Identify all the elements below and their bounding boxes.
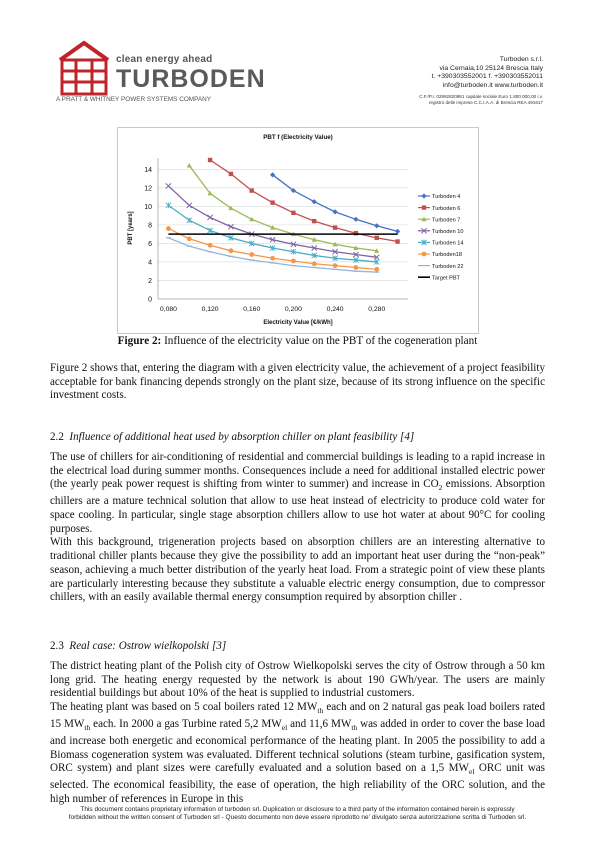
data-point-turboden18	[354, 265, 359, 270]
company-street: via Cernaia,10 25124 Brescia Italy	[439, 64, 543, 72]
data-point-turboden18	[374, 267, 379, 272]
data-point-turboden18	[187, 236, 192, 241]
footer-line-1: This document contains proprietary information of turboden srl. Duplication or disclosure to a third party of the information contained herein is expressly	[80, 806, 515, 813]
y-tick-label: 8	[148, 222, 152, 230]
data-point-turboden-4	[353, 217, 358, 222]
reg-line-rea: registro delle imprese C.C.I.A.A. di Brescia REA 491617	[428, 100, 543, 105]
data-point-turboden-6	[333, 225, 337, 229]
data-point-turboden-10	[187, 203, 192, 208]
data-point-turboden-10	[207, 215, 212, 220]
data-point-turboden-6	[395, 239, 399, 243]
logo-tagline: clean energy ahead	[116, 54, 213, 65]
data-point-turboden18	[291, 259, 296, 264]
data-point-turboden18	[166, 226, 171, 231]
data-point-turboden-14	[166, 203, 171, 208]
legend-label-turboden-6: Turboden 6	[432, 205, 461, 212]
y-axis-label: PBT [years]	[128, 211, 134, 245]
legend-label-turboden-7: Turboden 7	[432, 217, 461, 224]
data-point-turboden-6	[270, 200, 274, 204]
data-point-turboden-4	[395, 229, 400, 234]
legend-marker-turboden18	[422, 252, 427, 257]
y-tick-label: 2	[148, 277, 152, 285]
pbt-chart-svg	[118, 128, 478, 333]
company-registration	[419, 94, 543, 106]
x-tick-label: 0,120	[201, 306, 219, 313]
legend-marker-turboden-6	[422, 205, 426, 209]
turboden-logo	[56, 38, 266, 108]
data-point-turboden18	[333, 263, 338, 268]
data-point-turboden18	[208, 243, 213, 248]
reg-line-vat: C.F./P.I. 02992820981 capitale sociale Euro 1.800.000,00 i.v.	[419, 94, 543, 99]
y-tick-label: 10	[144, 203, 152, 211]
x-tick-label: 0,280	[368, 306, 386, 313]
house-logo-icon	[56, 40, 112, 96]
paragraph-figure-discussion: Figure 2 shows that, entering the diagram with a given electricity value, the achievement of a project feasibility acceptable for bank financing depends strongly on the plant size, because of its strong influence on the specific investment costs.	[50, 362, 545, 402]
legend-label-turboden-22: Turboden 22	[432, 263, 464, 270]
legend-label-turboden-10: Turboden 10	[432, 229, 464, 235]
y-tick-label: 6	[148, 240, 152, 248]
data-point-turboden-4	[374, 223, 379, 228]
data-point-turboden18	[270, 256, 275, 261]
company-address	[432, 56, 543, 90]
data-point-turboden18	[229, 248, 234, 253]
legend-label-turboden18: Turboden18	[432, 252, 462, 259]
x-tick-label: 0,160	[243, 306, 261, 313]
y-tick-label: 14	[144, 166, 152, 174]
legend-label-turboden-14: Turboden 14	[432, 240, 464, 247]
x-tick-label: 0,080	[159, 306, 177, 313]
paragraph-absorption-chillers: The use of chillers for air-conditioning of residential and commercial buildings is leading to a rapid increase in the electrical load during summer months. Consequences include a need for additional installed electric power (the yearly peak power request is shifting from winter to summer) and increase in $CO_2$ emissions. Absorption chillers are a mature technical solution that allow to use heat instead of electricity to produce cold water for space cooling. In particular, single stage absorption chillers allow to use hot water at about 90°C for cooling purposes. With this background, trigeneration projects based on absorption chillers are an interesting alternative to traditional chiller plants because they give the possibility to add an important heat user during the “non-peak” season, achieving a much better distribution of the yearly heat load. From a strategic point of view these plants are particularly interesting because they substitute a valuable electric energy consumption, due to compressor chillers, with an easily available thermal energy consumption required by absorption chiller .	[50, 451, 545, 604]
paragraph-heating-plant: The heating plant was based on 5 coal boilers rated 12 $MW_{th}$ each and on 2 natural gas peak load boilers rated 15 $MW_{th}$ each. In 2000 a gas Turbine rated 5,2 $MW_{el}$ and 11,6 $MW_{th}$ was added in order to cover the base load and increase both energetic and economical performance of the heating plant. In 2005 the possibility to add a Biomass cogeneration system was evaluated. Different technical solutions (steam turbine, gasification system, ORC system) and plant sizes were carefully evaluated and a solution based on a 1,5 $MW_{el}$ ORC unit was selected. The economical feasibility, the ease of operation, the high reliability of the ORC solution, and the high number of references in Europe in this	[50, 701, 545, 805]
logo-parent-company: A PRATT & WHITNEY POWER SYSTEMS COMPANY	[56, 96, 212, 103]
logo-brand-name: TURBODEN	[116, 65, 266, 93]
section-heading-2-3: 2.3 Real case: Ostrow wielkopolski [3]	[50, 640, 227, 652]
data-point-turboden-4	[312, 199, 317, 204]
data-point-turboden18	[312, 261, 317, 266]
page-footer	[0, 806, 595, 822]
chart-title: PBT f (Electricity Value)	[263, 134, 333, 141]
data-point-turboden-6	[291, 211, 295, 215]
figure-caption	[0, 335, 595, 347]
company-phone: t. +390303552001 f. +390303552011	[431, 73, 543, 81]
x-tick-label: 0,240	[326, 306, 344, 313]
data-point-turboden-6	[208, 158, 212, 162]
section-heading-2-2: 2.2 Influence of additional heat used by absorption chiller on plant feasibility [4]	[50, 431, 415, 443]
company-web: info@turboden.it www.turboden.it	[442, 81, 543, 89]
y-tick-label: 12	[144, 185, 152, 193]
legend-label-target-pbt: Target PBT	[432, 275, 460, 282]
data-point-turboden-14	[187, 218, 192, 223]
pbt-chart	[117, 127, 479, 334]
figure-caption-text: Influence of the electricity value on the PBT of the cogeneration plant	[161, 335, 478, 347]
paragraph-trigeneration: With this background, trigeneration projects based on absorption chillers are an interesting alternative to traditional chiller plants because they give the possibility to add an important heat user during the “non-peak” season, achieving a much better distribution of the yearly heat load. From a strategic point of view these plants are particularly interesting because they substitute a valuable electric energy consumption, due to compressor chillers, with an easily available thermal energy consumption required by absorption chiller .	[50, 536, 545, 604]
data-point-turboden-6	[375, 236, 379, 240]
data-point-turboden-6	[229, 172, 233, 176]
data-point-turboden-4	[332, 209, 337, 214]
y-tick-label: 0	[148, 296, 152, 304]
x-axis-label: Electricity Value [€/kWh]	[263, 320, 333, 326]
data-point-turboden-6	[312, 219, 316, 223]
series-line-turboden-4	[273, 175, 398, 232]
y-tick-label: 4	[148, 259, 152, 267]
x-tick-label: 0,200	[284, 306, 302, 313]
figure-label: Figure 2:	[117, 335, 162, 347]
data-point-turboden18	[249, 252, 254, 257]
footer-line-2: forbidden without the written consent of Turboden srl - Questo documento non deve essere riprodotto ne’ divulgato senza autorizzazione scritta di Turboden srl.	[68, 814, 527, 821]
legend-marker-turboden-4	[421, 193, 426, 198]
data-point-turboden-7	[187, 163, 192, 168]
legend-label-turboden-4: Turboden 4	[432, 194, 461, 201]
paragraph-ostrow: The district heating plant of the Polish city of Ostrow Wielkopolski serves the city of Ostrow through a 50 km long grid. The heating energy requested by the network is about 190 GWh/year. The users are mainly residential buildings but about 10% of the heat is supplied to industrial customers. The heating plant was based on 5 coal boilers rated 12 $MW_{th}$ each and on 2 natural gas peak load boilers rated 15 $MW_{th}$ each. In 2000 a gas Turbine rated 5,2 $MW_{el}$ and 11,6 $MW_{th}$ was added in order to cover the base load and increase both energetic and economical performance of the heating plant. In 2005 the possibility to add a Biomass cogeneration system was evaluated. Different technical solutions (steam turbine, gasification system, ORC system) and plant sizes were carefully evaluated and a solution based on a 1,5 $MW_{el}$ ORC unit was selected. The economical feasibility, the ease of operation, the high reliability of the ORC solution, and the high number of references in Europe in this	[50, 660, 545, 805]
data-point-turboden-6	[250, 188, 254, 192]
company-name: Turboden s.r.l.	[499, 56, 543, 63]
